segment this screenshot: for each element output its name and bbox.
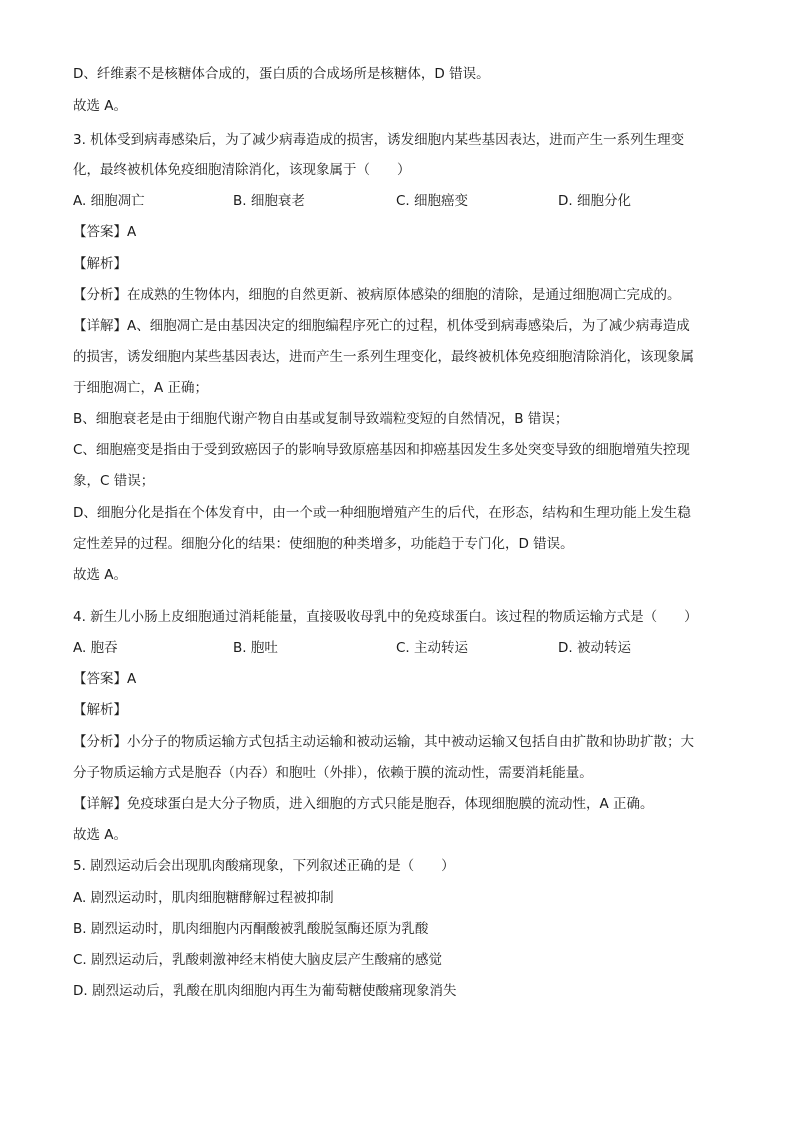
option-b: B. 剧烈运动时，肌肉细胞内丙酮酸被乳酸脱氢酶还原为乳酸 [73,921,429,937]
option-c: C. 细胞癌变 [396,193,469,209]
question-3-stem: 3. 机体受到病毒感染后，为了减少病毒造成的损害，诱发细胞内某些基因表达，进而产生一系列生理变 [73,132,685,148]
question-5-stem: 5. 剧烈运动后会出现肌肉酸痛现象，下列叙述正确的是（ ） [73,858,455,874]
option-d: D. 剧烈运动后，乳酸在肌肉细胞内再生为葡萄糖使酸痛现象消失 [73,983,457,999]
option-c: C. 剧烈运动后，乳酸刺激神经末梢使大脑皮层产生酸痛的感觉 [73,952,443,968]
option-d: D. 被动转运 [558,640,631,656]
answer-label: 【答案】A [73,224,137,240]
text-line: 于细胞凋亡，A 正确； [73,380,209,396]
text-line: 定性差异的过程。细胞分化的结果：使细胞的种类增多，功能趋于专门化，D 错误。 [73,536,574,552]
option-b: B. 细胞衰老 [233,193,305,209]
text-line: 【分析】在成熟的生物体内，细胞的自然更新、被病原体感染的细胞的清除，是通过细胞凋亡完成的。 [73,287,681,303]
text-line: 故选 A。 [73,98,128,114]
option-a: A. 胞吞 [73,640,118,656]
option-c: C. 主动转运 [396,640,469,656]
text-line: 【详解】免疫球蛋白是大分子物质，进入细胞的方式只能是胞吞，体现细胞膜的流动性，A 正确。 [73,796,654,812]
text-line: D、纤维素不是核糖体合成的，蛋白质的合成场所是核糖体，D 错误。 [73,66,490,82]
text-line: 【分析】小分子的物质运输方式包括主动运输和被动运输，其中被动运输又包括自由扩散和协助扩散；大 [73,734,694,750]
text-line: 故选 A。 [73,827,128,843]
analysis-label: 【解析】 [73,256,127,272]
analysis-label: 【解析】 [73,702,127,718]
option-a: A. 剧烈运动时，肌肉细胞糖酵解过程被抑制 [73,890,334,906]
text-line: D、细胞分化是指在个体发育中，由一个或一种细胞增殖产生的后代，在形态，结构和生理功能上发生稳 [73,505,691,521]
text-line: 故选 A。 [73,567,128,583]
option-b: B. 胞吐 [233,640,278,656]
text-line: 象，C 错误； [73,473,155,489]
text-line: C、细胞癌变是指由于受到致癌因子的影响导致原癌基因和抑癌基因发生多处突变导致的细胞增殖失控现 [73,442,690,458]
text-line: B、细胞衰老是由于细胞代谢产物自由基或复制导致端粒变短的自然情况，B 错误； [73,411,569,427]
option-d: D. 细胞分化 [558,193,631,209]
text-line: 的损害，诱发细胞内某些基因表达，进而产生一系列生理变化，最终被机体免疫细胞清除消化，该现象属 [73,349,694,365]
text-line: 分子物质运输方式是胞吞（内吞）和胞吐（外排），依赖于膜的流动性，需要消耗能量。 [73,765,593,781]
question-3-stem: 化，最终被机体免疫细胞清除消化，该现象属于（ ） [73,162,411,178]
question-4-stem: 4. 新生儿小肠上皮细胞通过消耗能量，直接吸收母乳中的免疫球蛋白。该过程的物质运输方式是（ ） [73,609,698,625]
option-a: A. 细胞凋亡 [73,193,145,209]
text-line: 【详解】A、细胞凋亡是由基因决定的细胞编程序死亡的过程，机体受到病毒感染后，为了减少病毒造成 [73,318,690,334]
answer-label: 【答案】A [73,671,137,687]
